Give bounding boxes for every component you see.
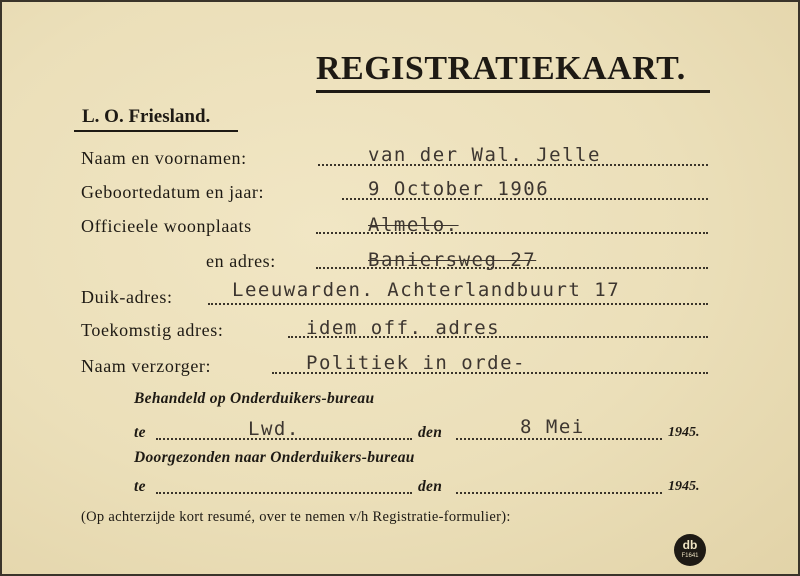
woonplaats-label: Officieele woonplaats [81, 216, 252, 236]
behandeld-den-line [456, 438, 662, 440]
doorgezonden-den-label: den [418, 478, 443, 495]
doorgezonden-year: 1945. [668, 479, 700, 494]
duik-value: Leeuwarden. Achterlandbuurt 17 [232, 279, 621, 301]
behandeld-den-value: 8 Mei [520, 416, 585, 438]
behandeld-te-label: te [134, 424, 146, 441]
geboorte-label: Geboortedatum en jaar: [81, 182, 265, 202]
stamp-bottom-text: F1641 [681, 553, 699, 559]
doorgezonden-te-line [156, 492, 412, 494]
naam-value: van der Wal. Jelle [368, 144, 601, 166]
adres-label: en adres: [206, 251, 276, 271]
stamp-top-text: db [682, 538, 698, 552]
adres-value: Baniersweg 27 [368, 249, 537, 271]
organization-label: L. O. Friesland. [82, 106, 211, 127]
organization-underline [74, 130, 238, 132]
toekomstig-label: Toekomstig adres: [81, 320, 224, 340]
card-title: REGISTRATIEKAART. [316, 50, 686, 87]
verzorger-value: Politiek in orde- [306, 352, 526, 374]
woonplaats-value: Almelo. [368, 214, 459, 236]
footnote: (Op achterzijde kort resumé, over te nemen v/h Registratie-formulier): [81, 509, 511, 525]
duik-line [208, 303, 708, 305]
naam-label: Naam en voornamen: [81, 148, 247, 168]
printer-logo-stamp [674, 534, 706, 566]
doorgezonden-te-label: te [134, 478, 146, 495]
behandeld-heading: Behandeld op Onderduikers-bureau [134, 390, 375, 407]
toekomstig-value: idem off. adres [306, 317, 501, 339]
behandeld-year: 1945. [668, 425, 700, 440]
verzorger-label: Naam verzorger: [81, 356, 212, 376]
geboorte-value: 9 October 1906 [368, 178, 550, 200]
duik-label: Duik-adres: [81, 287, 173, 307]
title-underline [316, 90, 710, 93]
behandeld-te-value: Lwd. [248, 418, 300, 440]
doorgezonden-den-line [456, 492, 662, 494]
doorgezonden-heading: Doorgezonden naar Onderduikers-bureau [134, 449, 415, 466]
behandeld-den-label: den [418, 424, 443, 441]
